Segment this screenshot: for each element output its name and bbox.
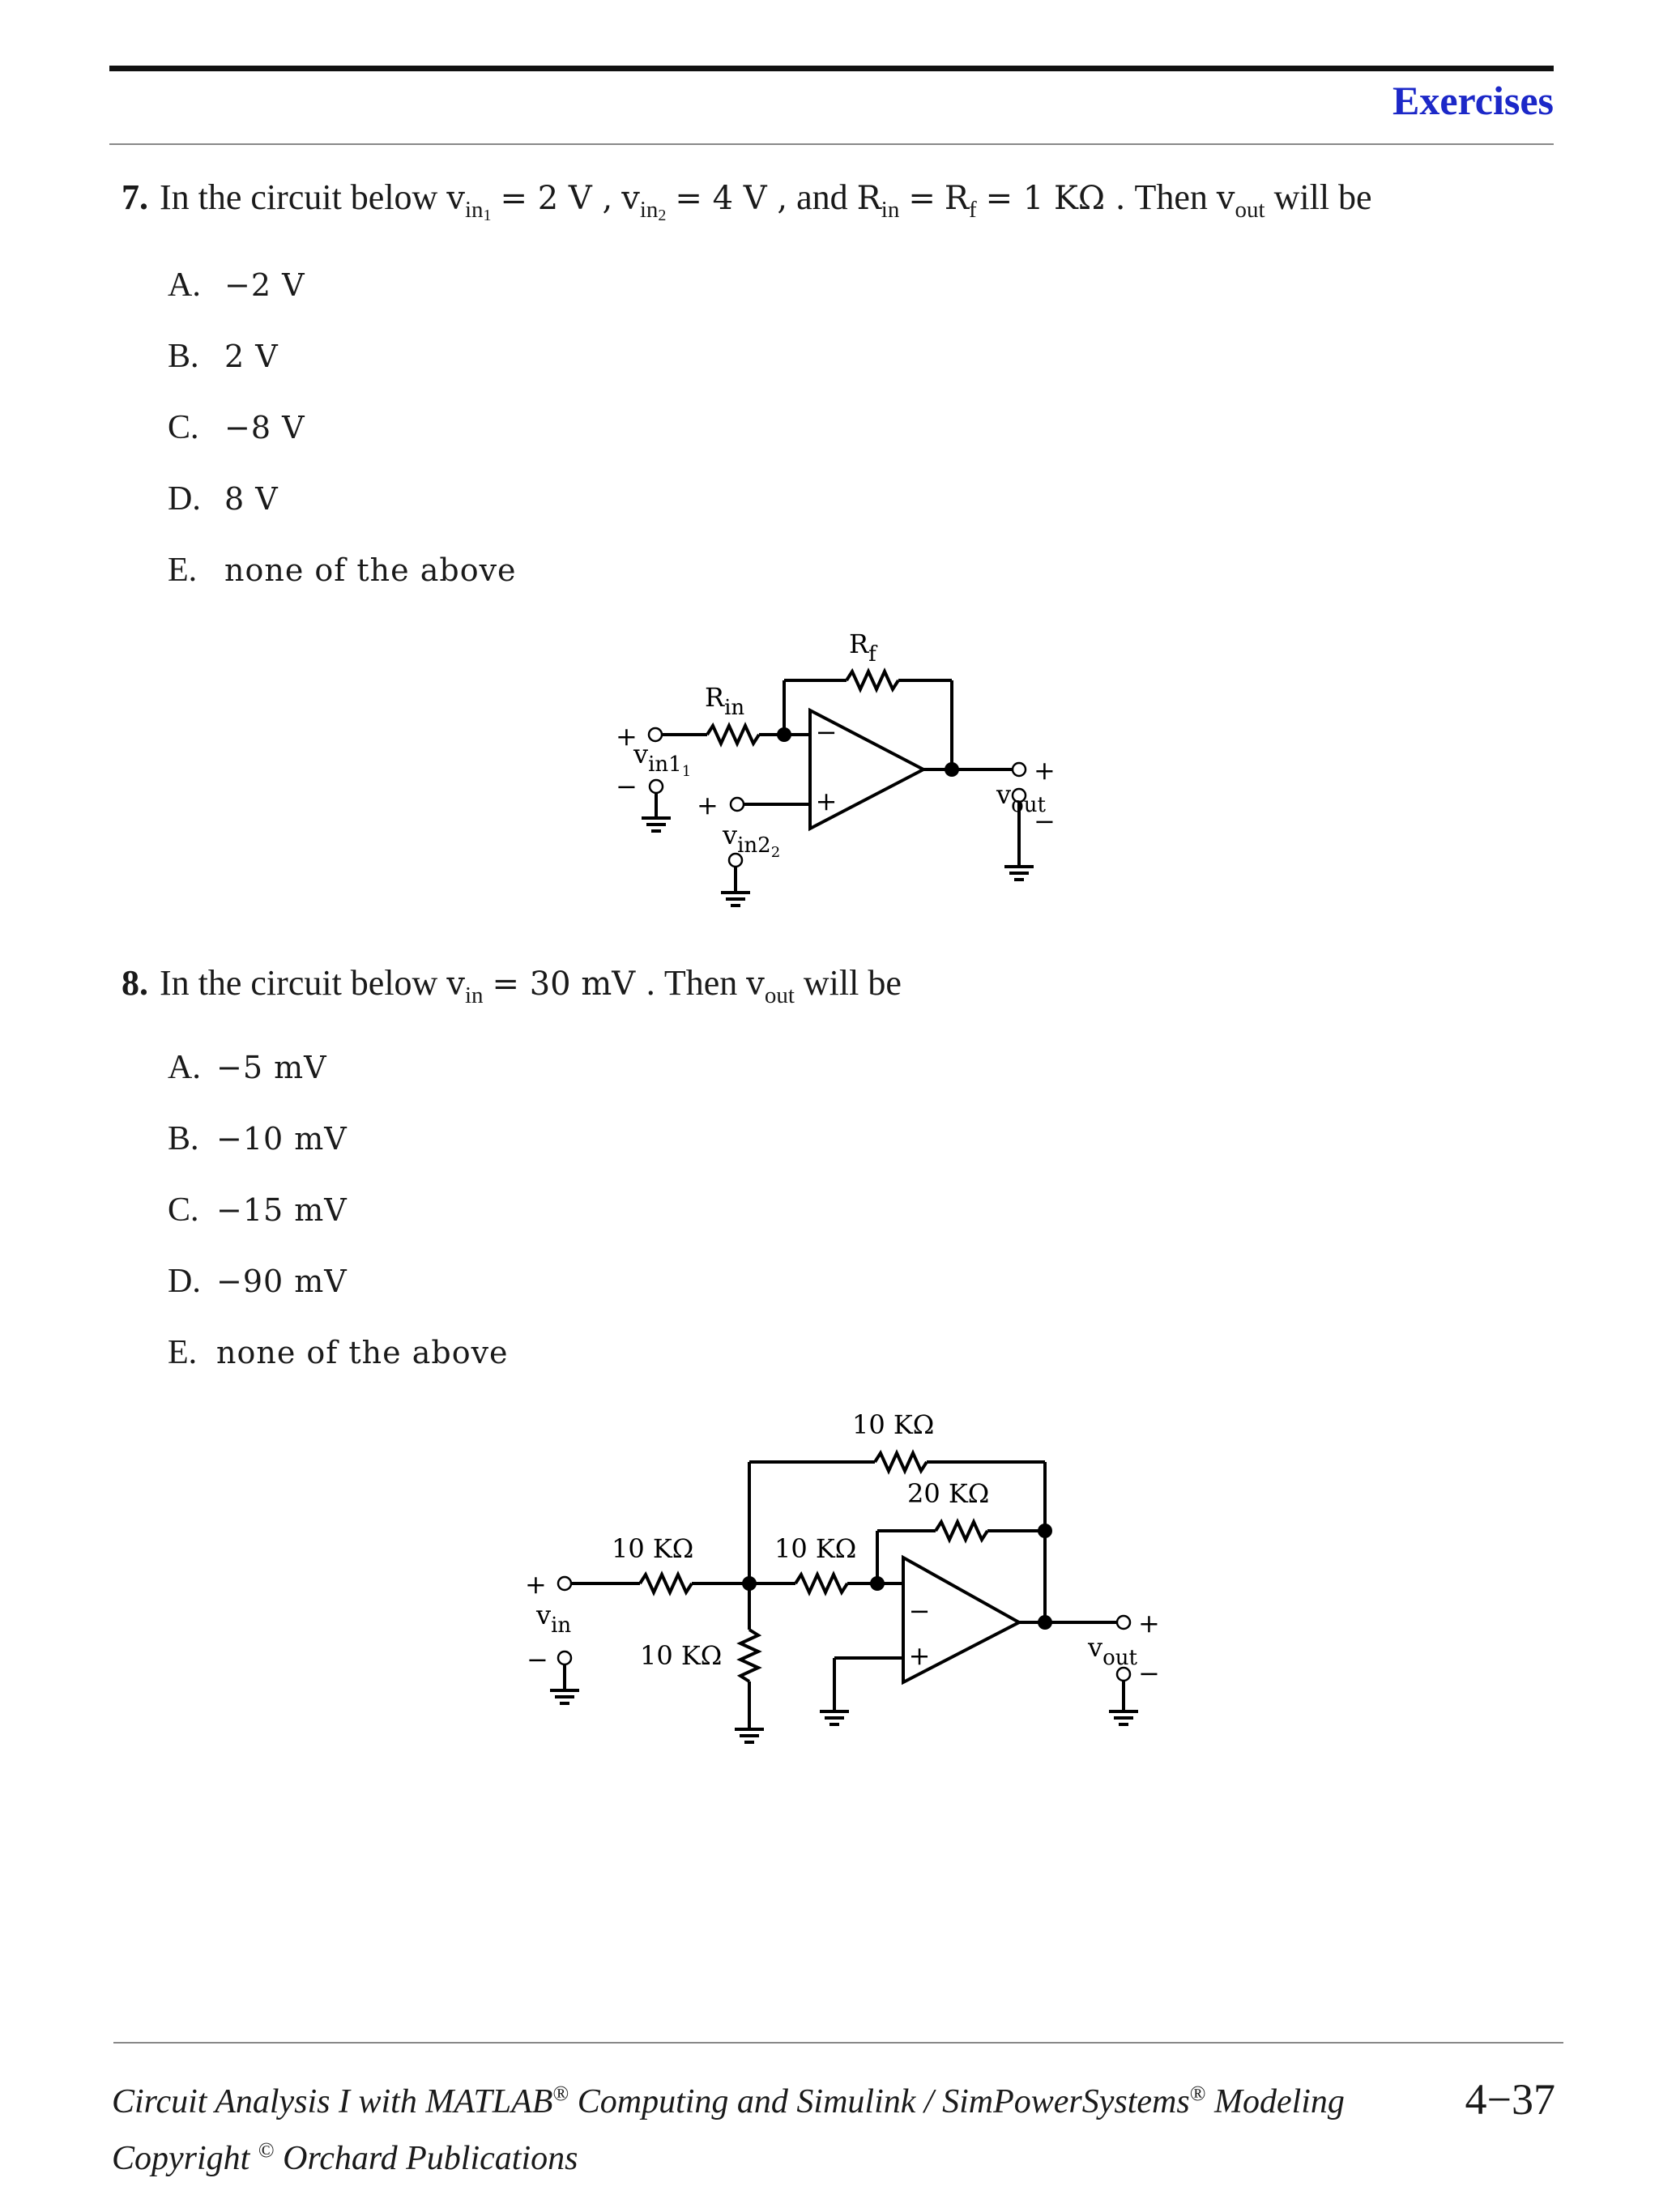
equals: = — [908, 180, 936, 217]
minus-sign: − — [1138, 1658, 1160, 1689]
label-vout — [1087, 1632, 1137, 1670]
var-v: v — [446, 180, 465, 217]
label-vin — [535, 1600, 571, 1638]
sub-2: 2 — [658, 207, 667, 224]
junction-dot — [777, 727, 791, 742]
junction-dot — [1038, 1524, 1052, 1538]
op-amp-plus: + — [908, 1640, 931, 1671]
label-r-series: 10 KΩ — [774, 1533, 857, 1564]
junction-dot — [870, 1576, 885, 1591]
option-a[interactable] — [168, 266, 305, 305]
option-value: 2 V — [224, 339, 279, 374]
plus-sign: + — [697, 790, 719, 820]
word-then: Then — [663, 963, 738, 1003]
label-subsub: 1 — [681, 763, 692, 780]
option-value: none of the above — [216, 1335, 509, 1370]
top-rule — [109, 66, 1554, 71]
label-sub: in2 — [737, 833, 771, 858]
registered-mark: ® — [1189, 2082, 1206, 2105]
label-sub: in — [724, 696, 745, 720]
plus-sign: + — [616, 721, 638, 752]
junction-dot — [945, 762, 959, 777]
plus-sign: + — [1138, 1608, 1160, 1639]
resistor-10k — [795, 1575, 847, 1592]
header-rule — [109, 143, 1554, 145]
terminal — [731, 798, 744, 811]
terminal — [649, 728, 662, 741]
terminal — [650, 780, 663, 793]
option-value: 8 V — [224, 481, 279, 517]
option-b[interactable] — [168, 1119, 348, 1158]
label-sub: out — [1011, 793, 1046, 817]
var-v: v — [621, 180, 640, 217]
label-vin1 — [633, 739, 691, 780]
terminal — [558, 1577, 571, 1590]
terminal — [1117, 1616, 1130, 1629]
value-2: = 4 V , — [675, 180, 788, 217]
label-r: R — [849, 629, 869, 659]
option-c[interactable] — [168, 408, 305, 447]
value-3: = 1 KΩ . — [985, 180, 1126, 217]
footer-title-b: Computing and Simulink / SimPowerSystems — [569, 2083, 1190, 2120]
label-sub: out — [1102, 1646, 1137, 1670]
footer-book-title — [112, 2082, 1345, 2121]
option-letter: B. — [168, 338, 199, 375]
resistor-10k — [640, 1575, 692, 1592]
label-v: v — [996, 779, 1012, 810]
op-amp-plus: + — [815, 786, 838, 816]
label-r-shunt: 10 KΩ — [640, 1640, 723, 1671]
page-number: 4−37 — [1465, 2075, 1555, 2124]
resistor-10k — [875, 1453, 927, 1471]
value-1: = 2 V , — [500, 180, 613, 217]
option-value: −10 mV — [216, 1121, 348, 1157]
option-b[interactable] — [168, 337, 279, 376]
label-sub: in — [551, 1613, 572, 1638]
question-tail: will be — [1273, 177, 1372, 217]
var-v: v — [446, 965, 465, 1003]
option-e[interactable] — [168, 1333, 509, 1372]
plus-sign: + — [525, 1569, 547, 1600]
label-r-feedback: 20 KΩ — [907, 1478, 990, 1509]
registered-mark: ® — [552, 2082, 569, 2105]
sub-1: 1 — [483, 207, 492, 224]
option-letter: D. — [168, 480, 201, 518]
resistor-rf — [847, 671, 898, 689]
plus-sign: + — [1034, 755, 1056, 786]
sub-in: in — [881, 197, 900, 223]
sub-f: f — [968, 197, 977, 223]
option-letter: A. — [168, 1049, 201, 1086]
question-tail: will be — [803, 963, 902, 1003]
option-d[interactable] — [168, 479, 279, 518]
option-letter: E. — [168, 552, 198, 589]
sub-in: in — [639, 197, 659, 223]
label-rf — [849, 629, 878, 667]
sub-in: in — [464, 982, 484, 1008]
sub-in: in — [464, 197, 484, 223]
publisher: Orchard Publications — [274, 2140, 578, 2177]
option-letter: A. — [168, 266, 201, 304]
question-number: 7. — [122, 177, 148, 217]
label-v: v — [536, 1600, 552, 1630]
option-letter: C. — [168, 1191, 199, 1229]
option-value: none of the above — [224, 552, 517, 588]
label-sub: f — [868, 642, 876, 667]
var-r: R — [944, 180, 969, 217]
section-title: Exercises — [1392, 78, 1554, 123]
question-lead: In the circuit below — [160, 963, 438, 1003]
label-rin — [705, 682, 744, 720]
label-v: v — [723, 820, 738, 850]
terminal — [1013, 763, 1026, 776]
option-value: −90 mV — [216, 1264, 348, 1299]
question-7 — [122, 177, 1372, 225]
circuit-diagram-q7 — [591, 616, 1094, 940]
value: = 30 mV . — [492, 965, 656, 1003]
label-r-top: 10 KΩ — [852, 1409, 935, 1440]
var-r: R — [856, 180, 881, 217]
option-letter: E. — [168, 1334, 198, 1371]
question-8 — [122, 962, 902, 1009]
option-letter: B. — [168, 1120, 199, 1157]
label-v: v — [633, 739, 649, 769]
label-subsub: 2 — [770, 844, 781, 861]
option-a[interactable] — [168, 1048, 327, 1087]
resistor-rin — [707, 726, 759, 744]
option-letter: D. — [168, 1263, 201, 1300]
label-r: R — [705, 682, 725, 713]
minus-sign: − — [1034, 806, 1056, 837]
minus-sign: − — [527, 1644, 548, 1675]
option-value: −15 mV — [216, 1192, 348, 1228]
option-value: −8 V — [224, 410, 305, 445]
op-amp-minus: − — [815, 717, 838, 748]
copyright-mark: © — [258, 2138, 275, 2162]
option-value: −2 V — [224, 267, 305, 303]
minus-sign: − — [616, 771, 638, 802]
op-amp-minus: − — [908, 1596, 931, 1626]
junction-dot — [1038, 1615, 1052, 1630]
word-and: and — [796, 177, 848, 217]
footer-rule — [113, 2042, 1563, 2044]
label-sub: in1 — [648, 752, 682, 777]
option-d[interactable] — [168, 1262, 348, 1301]
junction-dot — [742, 1576, 757, 1591]
option-e[interactable] — [168, 551, 517, 590]
label-r-input: 10 KΩ — [612, 1533, 694, 1564]
option-value: −5 mV — [216, 1050, 327, 1085]
var-v: v — [1216, 180, 1235, 217]
footer-title-a: Circuit Analysis I with MATLAB — [112, 2083, 553, 2120]
option-c[interactable] — [168, 1191, 348, 1230]
label-v: v — [1088, 1632, 1103, 1663]
sub-out: out — [764, 982, 795, 1008]
word-then: Then — [1134, 177, 1208, 217]
footer-copyright — [112, 2138, 578, 2178]
circuit-diagram-q8 — [518, 1397, 1183, 1778]
question-lead: In the circuit below — [160, 177, 438, 217]
var-v: v — [746, 965, 765, 1003]
copyright-label: Copyright — [112, 2140, 250, 2177]
option-letter: C. — [168, 409, 199, 446]
footer-title-c: Modeling — [1205, 2083, 1345, 2120]
resistor-10k — [740, 1630, 758, 1681]
resistor-20k — [936, 1522, 987, 1540]
question-number: 8. — [122, 963, 148, 1003]
sub-out: out — [1235, 197, 1265, 223]
terminal — [558, 1652, 571, 1664]
